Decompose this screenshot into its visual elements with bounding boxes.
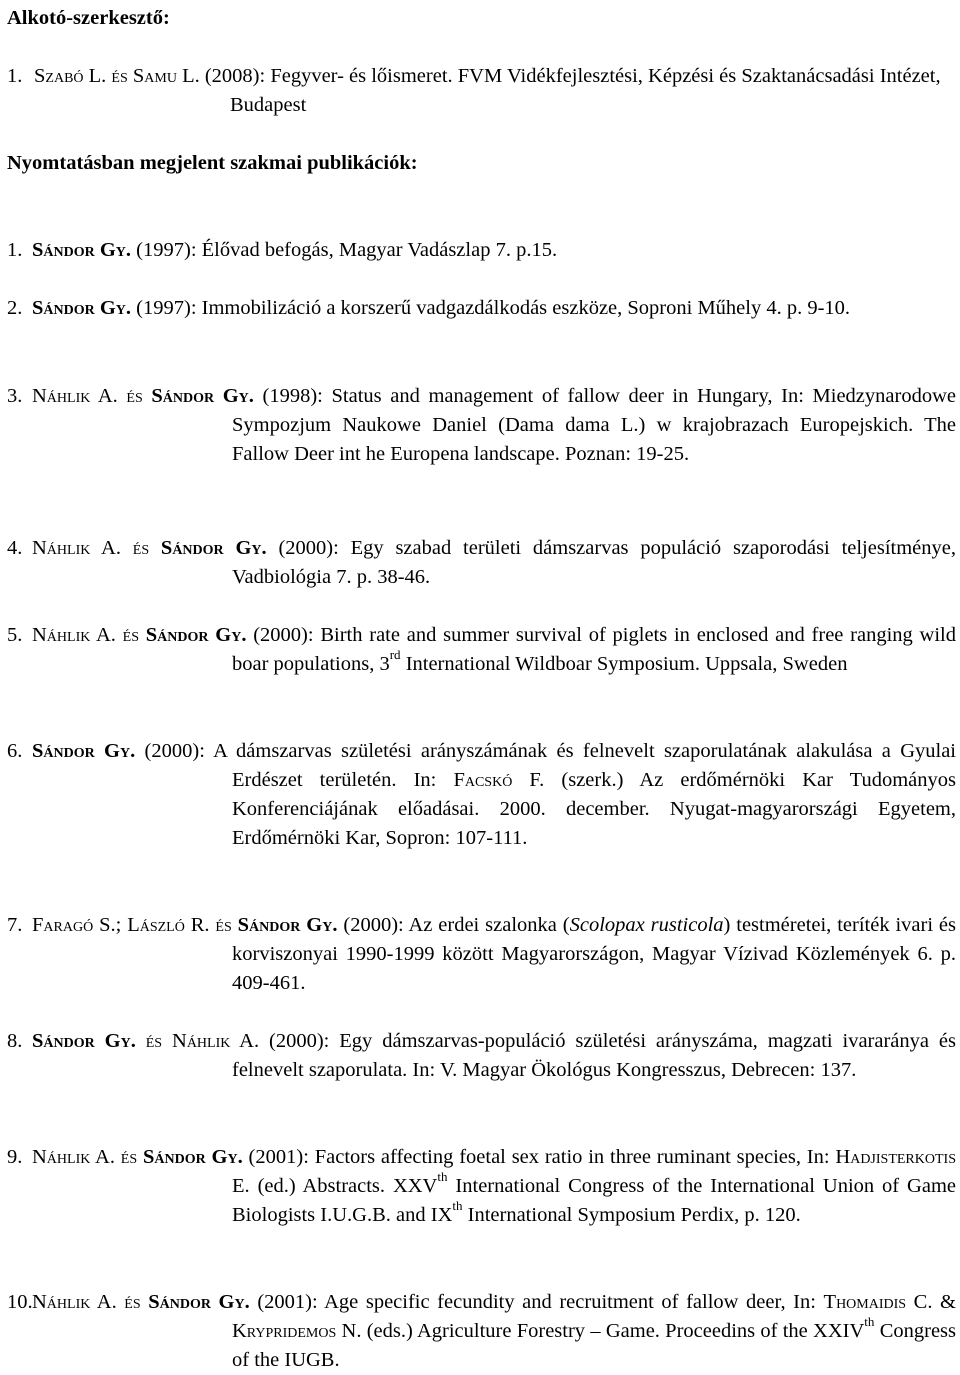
item-editor: Krypridemos N. xyxy=(232,1320,362,1342)
item-text: (2000): Birth rate and summer survival of piglets in enclosed and free ranging wild boar populations, 3 xyxy=(232,624,956,675)
item-text-cont: Congress of the IUGB. xyxy=(232,1320,956,1371)
item-number: 4. xyxy=(7,537,23,559)
item-author-highlight: Sándor Gy. xyxy=(151,385,254,407)
item-number: 1. xyxy=(7,239,23,261)
list-item xyxy=(7,911,956,998)
item-authors: Náhlik A. és xyxy=(32,1291,149,1313)
item-text: (2000): Egy dámszarvas-populáció születési arányszáma, magzati ivararánya és felnevelt szaporulata. In: V. Magyar Ökológus Kongresszus, Debrecen: 137. xyxy=(232,1030,956,1081)
item-text-cont: International Symposium Perdix, p. 120. xyxy=(462,1204,801,1226)
item-author-highlight: Sándor Gy. xyxy=(32,239,132,261)
item-authors: Náhlik A. és xyxy=(32,624,146,646)
item-number: 1. xyxy=(7,65,23,87)
item-text: (2001): Age specific fecundity and recruitment of fallow deer, In: xyxy=(249,1291,824,1313)
list-item xyxy=(7,1027,956,1085)
item-text-cont: & xyxy=(932,1291,956,1313)
item-authors: Náhlik A. és xyxy=(32,385,152,407)
item-number: 10. xyxy=(7,1291,33,1313)
item-editor: Thomaidis C. xyxy=(823,1291,933,1313)
item-author-highlight: Sándor Gy. xyxy=(32,297,132,319)
item-text: (2000): Az erdei szalonka ( xyxy=(337,914,570,936)
item-text: (1997): Élővad befogás, Magyar Vadászlap 7. p.15. xyxy=(131,239,558,261)
item-text-cont: (szerk.) Az erdőmérnöki Kar Tudományos Konferenciájának előadásai. 2000. december. Nyugat-magyarországi Egyetem, Erdőmérnöki Kar, Sopron: 107-111. xyxy=(232,769,956,849)
item-editor: Facskó F. xyxy=(453,769,545,791)
list-item xyxy=(7,382,956,469)
item-text-cont: ) testméretei, teríték ivari és korviszonyai 1990-1999 között Magyarországon, Magyar Vízivad Közlemények 6. p. 409-461. xyxy=(232,914,956,994)
list-item xyxy=(7,737,956,853)
item-author-highlight: Sándor Gy. xyxy=(32,740,136,762)
list-item xyxy=(7,534,956,592)
list-item xyxy=(7,1143,956,1230)
list-item xyxy=(7,62,956,120)
list-item xyxy=(7,236,956,265)
item-authors: Faragó S.; László R. és xyxy=(32,914,238,936)
item-text: (2008): Fegyver- és lőismeret. FVM Vidékfejlesztési, Képzési és Szaktanácsadási Intézet, Budapest xyxy=(199,65,941,116)
item-editor: Hadjisterkotis E. xyxy=(232,1146,956,1197)
item-authors: Náhlik A. és xyxy=(32,537,161,559)
item-number: 3. xyxy=(7,385,23,407)
item-authors: Szabó L. és Samu L. xyxy=(34,65,200,87)
ordinal-suffix: th xyxy=(864,1314,875,1330)
item-number: 9. xyxy=(7,1146,23,1168)
list-item xyxy=(7,294,956,323)
item-authors: és Náhlik A. xyxy=(135,1030,260,1052)
item-species-name: Scolopax rusticola xyxy=(569,914,724,936)
publications-heading: Nyomtatásban megjelent szakmai publikációk: xyxy=(7,152,418,174)
ordinal-suffix: th xyxy=(437,1169,448,1185)
item-text-cont: International Wildboar Symposium. Uppsala, Sweden xyxy=(400,653,848,675)
ordinal-suffix: rd xyxy=(389,647,401,663)
item-author-highlight: Sándor Gy. xyxy=(32,1030,136,1052)
item-number: 7. xyxy=(7,914,23,936)
ordinal-suffix: th xyxy=(452,1198,463,1214)
item-text: (2000): Egy szabad területi dámszarvas populáció szaporodási teljesítménye, Vadbiológia 7. p. 38-46. xyxy=(232,537,956,588)
item-author-highlight: Sándor Gy. xyxy=(145,624,247,646)
item-text: (1998): Status and management of fallow deer in Hungary, In: Miedzynarodowe Sympozjum Naukowe Daniel (Dama dama L.) w krajobrazach Europejskich. The Fallow Deer int he Europena landscape. Poznan: 19-25. xyxy=(232,385,956,465)
item-author-highlight: Sándor Gy. xyxy=(160,537,267,559)
item-text-cont: International Congress of the International Union of Game Biologists I.U.G.B. and IX xyxy=(232,1175,956,1226)
item-text-cont: (eds.) Agriculture Forestry – Game. Proceedins of the XXIV xyxy=(361,1320,865,1342)
item-text: (1997): Immobilizáció a korszerű vadgazdálkodás eszköze, Soproni Műhely 4. p. 9-10. xyxy=(131,297,851,319)
item-number: 8. xyxy=(7,1030,23,1052)
item-text: (2001): Factors affecting foetal sex ratio in three ruminant species, In: xyxy=(242,1146,836,1168)
item-number: 6. xyxy=(7,740,23,762)
item-author-highlight: Sándor Gy. xyxy=(237,914,338,936)
editor-heading: Alkotó-szerkesztő: xyxy=(7,7,170,29)
item-number: 5. xyxy=(7,624,23,646)
item-author-highlight: Sándor Gy. xyxy=(148,1291,250,1313)
item-authors: Náhlik A. és xyxy=(32,1146,143,1168)
list-item xyxy=(7,1288,956,1375)
item-text-cont: (ed.) Abstracts. XXV xyxy=(249,1175,438,1197)
item-author-highlight: Sándor Gy. xyxy=(142,1146,243,1168)
item-text: (2000): A dámszarvas születési arányszámának és felnevelt szaporulatának alakulása a Gyulai Erdészet területén. In: xyxy=(135,740,956,791)
list-item xyxy=(7,621,956,679)
item-number: 2. xyxy=(7,297,23,319)
